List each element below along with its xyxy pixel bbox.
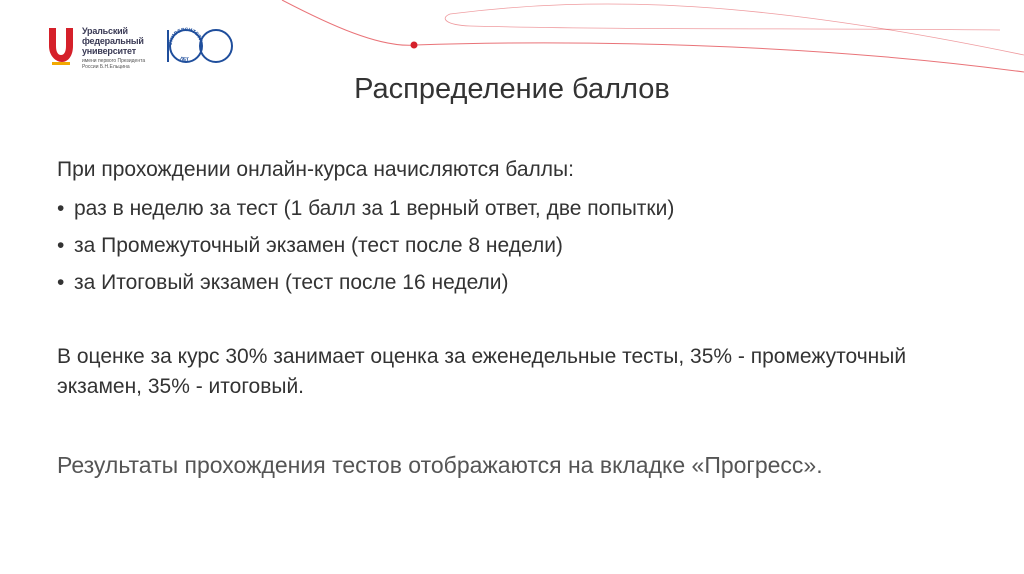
university-name-line-1: Уральский — [82, 26, 128, 36]
decorative-curve-loop — [445, 14, 1000, 30]
slide-title: Распределение баллов — [354, 73, 670, 105]
centenary-text-bottom: ЛЕТ — [178, 55, 190, 64]
results-paragraph: Результаты прохождения тестов отображаются на вкладке «Прогресс». — [57, 452, 823, 478]
university-name-line-3: университет — [82, 46, 136, 56]
urfu-u-icon — [46, 24, 76, 66]
university-subtitle: имени первого Президента России Б.Н.Ельцина — [82, 58, 146, 70]
slide-content — [57, 150, 957, 301]
bullet-dot: • — [57, 197, 65, 220]
bullet-dot: • — [57, 234, 65, 257]
grading-weights-paragraph: В оценке за курс 30% занимает оценка за еженедельные тесты, 35% - промежуточный экзамен, 35% - итоговый. — [57, 345, 907, 398]
bullet-text: за Промежуточный экзамен (тест после 8 недели) — [74, 234, 563, 257]
centenary-100-logo — [164, 22, 244, 68]
decorative-curve-upper — [282, 0, 415, 45]
list-item — [57, 190, 957, 227]
intro-text: При прохождении онлайн-курса начисляются баллы: — [57, 158, 574, 181]
bullet-dot: • — [57, 271, 65, 294]
list-item — [57, 227, 957, 264]
list-item — [57, 264, 957, 301]
university-name-line-2: федеральный — [82, 36, 144, 46]
bullet-list — [57, 190, 957, 301]
decorative-dot — [411, 42, 418, 49]
bullet-text: раз в неделю за тест (1 балл за 1 верный ответ, две попытки) — [74, 197, 675, 220]
decorative-curve-main — [415, 43, 1024, 72]
university-logo — [46, 22, 246, 70]
bullet-text: за Итоговый экзамен (тест после 16 недели) — [74, 271, 509, 294]
svg-text:УНИВЕРСИТЕТУ — [168, 27, 204, 45]
centenary-text-top: УНИВЕРСИТЕТУ — [167, 26, 204, 46]
